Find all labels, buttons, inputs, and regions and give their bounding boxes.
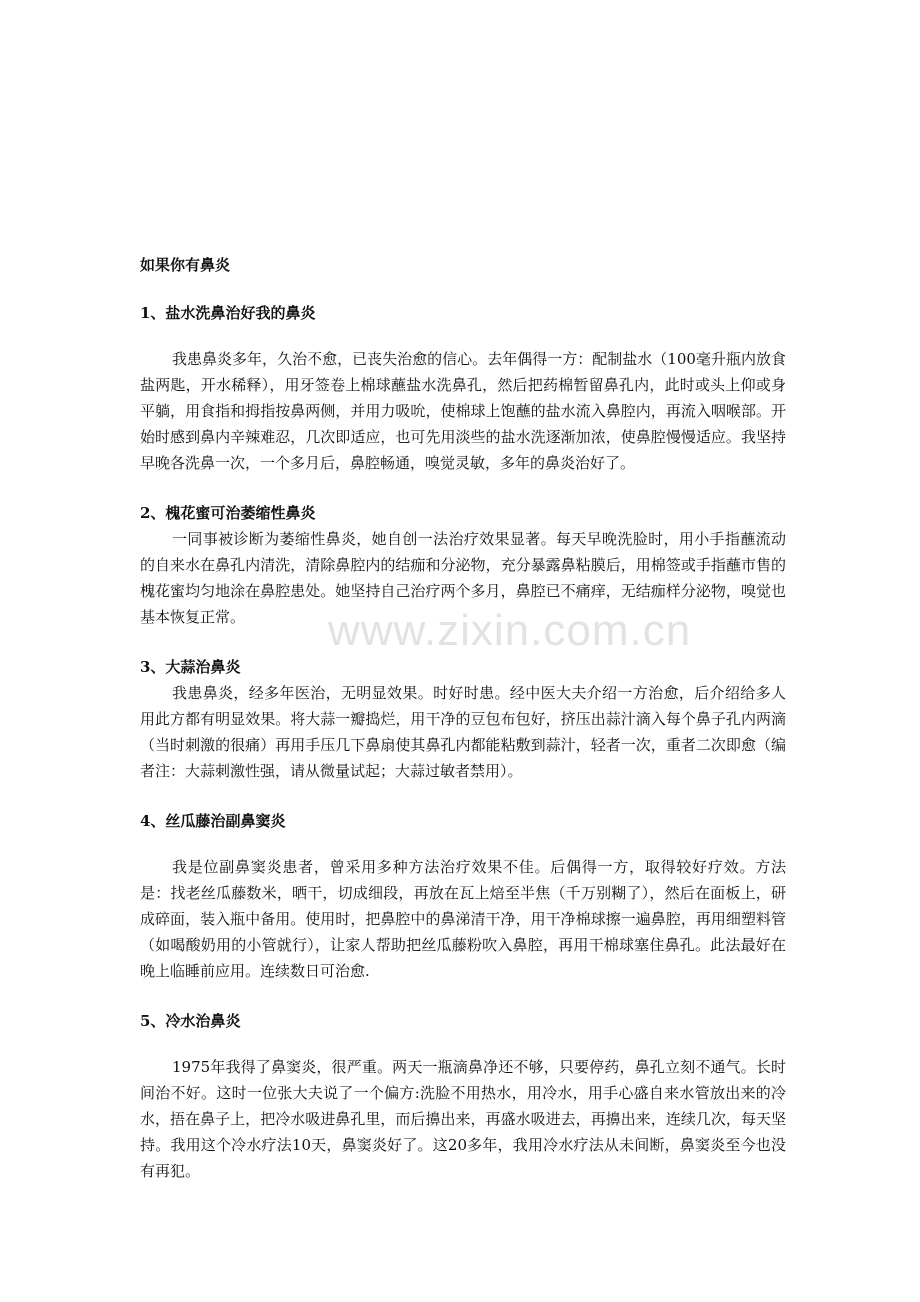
section-paragraph: 我患鼻炎多年，久治不愈，已丧失治愈的信心。去年偶得一方：配制盐水（100毫升瓶内放食盐两匙，开水稀释），用牙签卷上棉球蘸盐水洗鼻孔，然后把药棉暂留鼻孔内，此时或头上仰或身平躺，用食指和拇指按鼻两侧，并用力吸吮，使棉球上饱蘸的盐水流入鼻腔内，再流入咽喉部。开始时感到鼻内辛辣难忍，几次即适应，也可先用淡些的盐水洗逐渐加浓，使鼻腔慢慢适应。我坚持早晚各洗鼻一次，一个多月后，鼻腔畅通，嗅觉灵敏，多年的鼻炎治好了。 (140, 350, 786, 472)
watermark: www.zixin.com.cn (328, 606, 692, 655)
section-3-garlic (140, 654, 786, 784)
section-paragraph: 一同事被诊断为萎缩性鼻炎，她自创一法治疗效果显著。每天早晚洗脸时，用小手指蘸流动的自来水在鼻孔内清洗，清除鼻腔内的结痂和分泌物，充分暴露鼻粘膜后，用棉签或手指蘸市售的槐花蜜均匀地涂在鼻腔患处。她坚持自己治疗两个多月，鼻腔已不痛痒，无结痂样分泌物，嗅觉也基本恢复正常。 (140, 530, 786, 626)
document-title: 如果你有鼻炎 (140, 256, 231, 274)
section-heading: 4、丝瓜藤治副鼻窦炎 (140, 812, 286, 830)
section-heading: 2、槐花蜜可治萎缩性鼻炎 (140, 504, 316, 522)
section-1-saltwater (140, 300, 786, 476)
section-2-locust-honey (140, 500, 786, 630)
section-heading: 1、盐水洗鼻治好我的鼻炎 (140, 304, 316, 322)
section-4-loofah-vine (140, 808, 786, 984)
section-heading: 3、大蒜治鼻炎 (140, 658, 241, 676)
section-5-cold-water (140, 1008, 786, 1184)
document-body (140, 252, 786, 1184)
section-paragraph: 我是位副鼻窦炎患者，曾采用多种方法治疗效果不佳。后偶得一方，取得较好疗效。方法是：找老丝瓜藤数米，晒干，切成细段，再放在瓦上焙至半焦（千万别糊了），然后在面板上，研成碎面，装入瓶中备用。使用时，把鼻腔中的鼻涕清干净，用干净棉球擦一遍鼻腔，再用细塑料管（如喝酸奶用的小管就行），让家人帮助把丝瓜藤粉吹入鼻腔，再用干棉球塞住鼻孔。此法最好在晚上临睡前应用。连续数日可治愈. (140, 858, 786, 980)
section-paragraph: 我患鼻炎，经多年医治，无明显效果。时好时患。经中医大夫介绍一方治愈，后介绍给多人用此方都有明显效果。将大蒜一瓣捣烂，用干净的豆包布包好，挤压出蒜汁滴入每个鼻子孔内两滴（当时刺激的很痛）再用手压几下鼻扇使其鼻孔内都能粘敷到蒜汁，轻者一次，重者二次即愈（编者注：大蒜刺激性强，请从微量试起；大蒜过敏者禁用）。 (140, 684, 786, 780)
section-paragraph: 1975年我得了鼻窦炎，很严重。两天一瓶滴鼻净还不够，只要停药，鼻孔立刻不通气。长时间治不好。这时一位张大夫说了一个偏方:洗脸不用热水，用冷水，用手心盛自来水管放出来的冷水，捂在鼻子上，把冷水吸进鼻孔里，而后擤出来，再盛水吸进去，再擤出来，连续几次，每天坚持。我用这个冷水疗法10天，鼻窦炎好了。这20多年，我用冷水疗法从未间断，鼻窦炎至今也没有再犯。 (140, 1058, 786, 1180)
section-heading: 5、冷水治鼻炎 (140, 1012, 241, 1030)
